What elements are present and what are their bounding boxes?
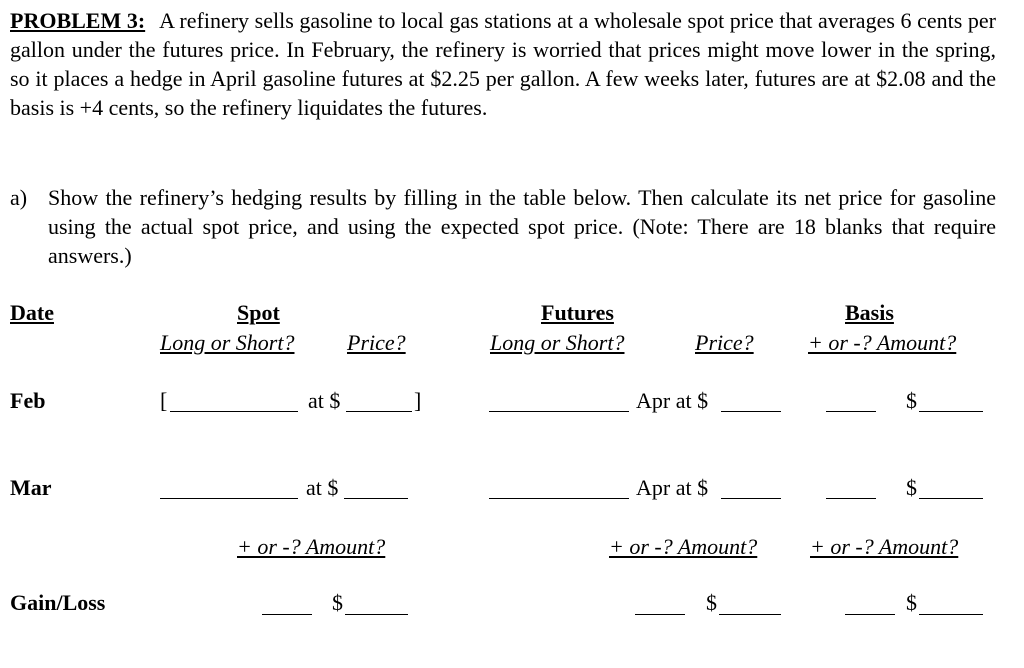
row-label-mar: Mar xyxy=(10,475,52,500)
header-date: Date xyxy=(10,300,54,325)
subheader-spot-price: Price? xyxy=(347,330,406,355)
mar-basis-dollar: $ xyxy=(906,475,917,500)
subheader-spot-amount: + or -? Amount? xyxy=(237,534,386,559)
gain-spot-dollar: $ xyxy=(332,590,343,615)
gain-basis-amount-blank[interactable] xyxy=(919,614,983,615)
subheader-futures-long-short: Long or Short? xyxy=(490,330,625,355)
mar-basis-sign-blank[interactable] xyxy=(826,498,876,499)
mar-futures-apr-at: Apr at $ xyxy=(636,475,709,500)
mar-futures-price-blank[interactable] xyxy=(721,498,781,499)
problem-text: A refinery sells gasoline to local gas stations at a wholesale spot price that averages 6 cents per gallon under the futures price. In February, the refinery is worried that prices might move lower in the spring, so it places a hedge in April gasoline futures at $2.25 per gallon. A few weeks later, futures are at $2.08 and the basis is +4 cents, so the refinery liquidates the futures. xyxy=(10,8,996,120)
question-a xyxy=(10,183,996,270)
gain-spot-amount-blank[interactable] xyxy=(345,614,408,615)
subheader-futures-amount: + or -? Amount? xyxy=(609,534,758,559)
row-label-gain-loss: Gain/Loss xyxy=(10,590,106,615)
gain-spot-sign-blank[interactable] xyxy=(262,614,312,615)
mar-basis-amount-blank[interactable] xyxy=(919,498,983,499)
subheader-spot-long-short: Long or Short? xyxy=(160,330,295,355)
problem-heading: PROBLEM 3: xyxy=(10,8,146,33)
gain-futures-amount-blank[interactable] xyxy=(719,614,781,615)
header-spot: Spot xyxy=(237,300,280,325)
feb-spot-price-blank[interactable] xyxy=(346,411,412,412)
gain-basis-sign-blank[interactable] xyxy=(845,614,895,615)
subheader-basis-change-amount: + or -? Amount? xyxy=(810,534,959,559)
subheader-futures-price: Price? xyxy=(695,330,754,355)
question-a-label: a) xyxy=(10,185,28,210)
feb-basis-sign-blank[interactable] xyxy=(826,411,876,412)
gain-futures-dollar: $ xyxy=(706,590,717,615)
subheader-basis-amount: + or -? Amount? xyxy=(808,330,957,355)
gain-futures-sign-blank[interactable] xyxy=(635,614,685,615)
feb-spot-at: at $ xyxy=(308,388,341,413)
problem-paragraph xyxy=(10,6,996,122)
question-a-text: Show the refinery’s hedging results by filling in the table below. Then calculate its net price for gasoline using the actual spot price, and using the expected spot price. (Note: There are 18 blanks that require answers.) xyxy=(48,185,996,268)
feb-futures-price-blank[interactable] xyxy=(721,411,781,412)
feb-futures-position-blank[interactable] xyxy=(489,411,629,412)
header-basis: Basis xyxy=(845,300,894,325)
header-futures: Futures xyxy=(541,300,614,325)
feb-futures-apr-at: Apr at $ xyxy=(636,388,709,413)
feb-spot-position-blank[interactable] xyxy=(170,411,298,412)
mar-futures-position-blank[interactable] xyxy=(489,498,629,499)
feb-open-bracket: [ xyxy=(160,388,168,413)
gain-basis-dollar: $ xyxy=(906,590,917,615)
mar-spot-price-blank[interactable] xyxy=(344,498,408,499)
feb-basis-amount-blank[interactable] xyxy=(919,411,983,412)
feb-close-bracket: ] xyxy=(414,388,422,413)
feb-basis-dollar: $ xyxy=(906,388,917,413)
mar-spot-position-blank[interactable] xyxy=(160,498,298,499)
row-label-feb: Feb xyxy=(10,388,46,413)
mar-spot-at: at $ xyxy=(306,475,339,500)
